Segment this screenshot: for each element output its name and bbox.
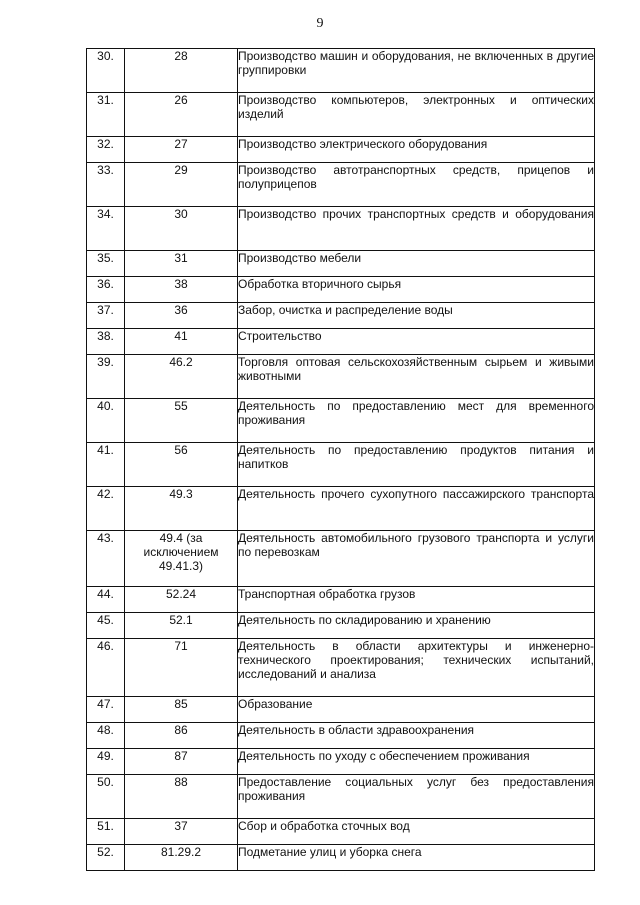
table-row — [87, 207, 595, 251]
table-row — [87, 49, 595, 93]
activity-description: Производство компьютеров, электронных и оптических изделий — [238, 93, 595, 137]
activity-code: 71 — [125, 639, 238, 697]
table-row — [87, 587, 595, 613]
activity-description: Деятельность по складированию и хранению — [238, 613, 595, 639]
table-row — [87, 163, 595, 207]
activity-description: Торговля оптовая сельскохозяйственным сырьем и живыми животными — [238, 355, 595, 399]
row-number: 48. — [87, 723, 125, 749]
table-row — [87, 137, 595, 163]
table-row — [87, 749, 595, 775]
activity-code: 37 — [125, 819, 238, 845]
activity-code: 46.2 — [125, 355, 238, 399]
activity-code: 27 — [125, 137, 238, 163]
activity-code: 29 — [125, 163, 238, 207]
activity-code: 52.1 — [125, 613, 238, 639]
row-number: 35. — [87, 251, 125, 277]
table-row — [87, 487, 595, 531]
activity-description: Транспортная обработка грузов — [238, 587, 595, 613]
activity-table-body — [87, 49, 595, 871]
row-number: 38. — [87, 329, 125, 355]
activity-description: Деятельность по предоставлению продуктов питания и напитков — [238, 443, 595, 487]
row-number: 49. — [87, 749, 125, 775]
activity-code: 88 — [125, 775, 238, 819]
activity-description: Предоставление социальных услуг без предоставления проживания — [238, 775, 595, 819]
activity-description: Производство машин и оборудования, не включенных в другие группировки — [238, 49, 595, 93]
activity-code: 49.3 — [125, 487, 238, 531]
activity-code: 81.29.2 — [125, 845, 238, 871]
row-number: 50. — [87, 775, 125, 819]
activity-description: Забор, очистка и распределение воды — [238, 303, 595, 329]
activity-description: Деятельность в области архитектуры и инженерно-технического проектирования; технических испытаний, исследований и анализа — [238, 639, 595, 697]
row-number: 46. — [87, 639, 125, 697]
table-row — [87, 399, 595, 443]
activity-description: Строительство — [238, 329, 595, 355]
row-number: 42. — [87, 487, 125, 531]
table-row — [87, 845, 595, 871]
activity-code: 55 — [125, 399, 238, 443]
table-row — [87, 723, 595, 749]
activity-table — [86, 48, 595, 871]
row-number: 39. — [87, 355, 125, 399]
row-number: 30. — [87, 49, 125, 93]
row-number: 44. — [87, 587, 125, 613]
row-number: 32. — [87, 137, 125, 163]
activity-description: Производство электрического оборудования — [238, 137, 595, 163]
table-row — [87, 93, 595, 137]
table-row — [87, 775, 595, 819]
activity-description: Деятельность по уходу с обеспечением проживания — [238, 749, 595, 775]
activity-description: Производство автотранспортных средств, прицепов и полуприцепов — [238, 163, 595, 207]
row-number: 34. — [87, 207, 125, 251]
activity-code: 85 — [125, 697, 238, 723]
activity-code: 28 — [125, 49, 238, 93]
row-number: 31. — [87, 93, 125, 137]
row-number: 33. — [87, 163, 125, 207]
activity-code: 38 — [125, 277, 238, 303]
activity-code: 26 — [125, 93, 238, 137]
row-number: 36. — [87, 277, 125, 303]
activity-code: 41 — [125, 329, 238, 355]
row-number: 47. — [87, 697, 125, 723]
table-row — [87, 303, 595, 329]
table-row — [87, 531, 595, 587]
table-row — [87, 443, 595, 487]
row-number: 40. — [87, 399, 125, 443]
table-row — [87, 613, 595, 639]
row-number: 52. — [87, 845, 125, 871]
table-row — [87, 697, 595, 723]
row-number: 43. — [87, 531, 125, 587]
row-number: 51. — [87, 819, 125, 845]
activity-code: 36 — [125, 303, 238, 329]
activity-code: 49.4 (за исключением 49.41.3) — [125, 531, 238, 587]
activity-code: 87 — [125, 749, 238, 775]
row-number: 37. — [87, 303, 125, 329]
page-number: 9 — [316, 16, 324, 31]
table-row — [87, 329, 595, 355]
activity-code: 86 — [125, 723, 238, 749]
activity-description: Деятельность по предоставлению мест для временного проживания — [238, 399, 595, 443]
activity-description: Подметание улиц и уборка снега — [238, 845, 595, 871]
row-number: 45. — [87, 613, 125, 639]
activity-description: Деятельность в области здравоохранения — [238, 723, 595, 749]
activity-code: 52.24 — [125, 587, 238, 613]
table-row — [87, 251, 595, 277]
activity-description: Производство прочих транспортных средств и оборудования — [238, 207, 595, 251]
activity-code: 56 — [125, 443, 238, 487]
table-row — [87, 639, 595, 697]
activity-code: 30 — [125, 207, 238, 251]
activity-description: Сбор и обработка сточных вод — [238, 819, 595, 845]
table-row — [87, 819, 595, 845]
activity-description: Обработка вторичного сырья — [238, 277, 595, 303]
activity-description: Деятельность прочего сухопутного пассажирского транспорта — [238, 487, 595, 531]
activity-description: Образование — [238, 697, 595, 723]
activity-description: Производство мебели — [238, 251, 595, 277]
row-number: 41. — [87, 443, 125, 487]
activity-code: 31 — [125, 251, 238, 277]
table-row — [87, 277, 595, 303]
activity-description: Деятельность автомобильного грузового транспорта и услуги по перевозкам — [238, 531, 595, 587]
table-row — [87, 355, 595, 399]
